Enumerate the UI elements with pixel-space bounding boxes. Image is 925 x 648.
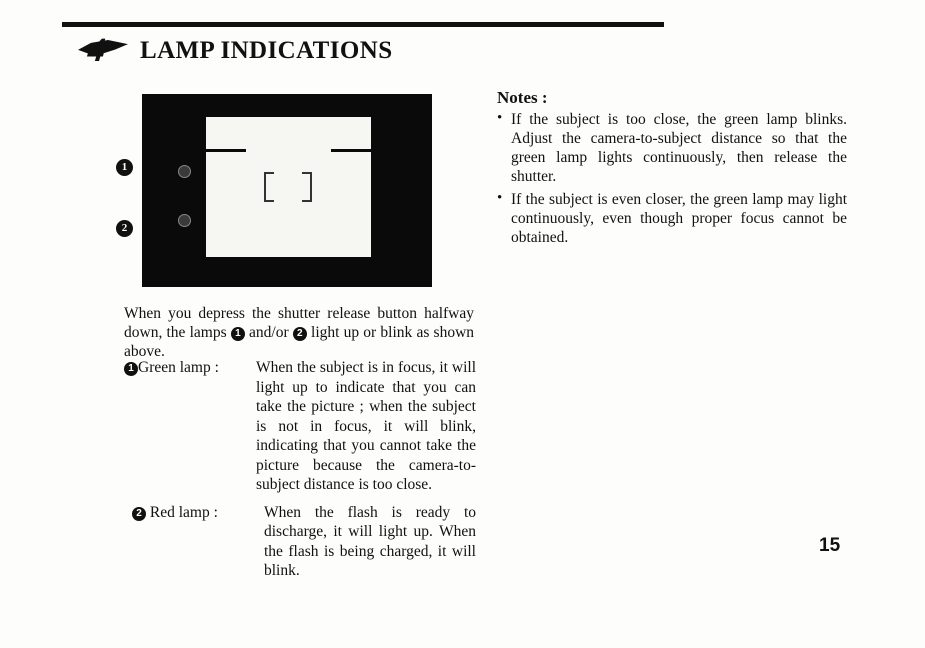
viewfinder-notch-left bbox=[206, 149, 246, 152]
definition-term bbox=[124, 358, 256, 495]
definition-row bbox=[124, 358, 476, 495]
notes-section bbox=[497, 88, 847, 251]
inline-number-2: 2 bbox=[132, 507, 146, 521]
viewfinder-figure bbox=[142, 94, 432, 287]
intro-text-before: When you depress the shutter release button halfway down, the lamps bbox=[124, 305, 474, 341]
page-number: 15 bbox=[819, 535, 841, 556]
inline-number-1: 1 bbox=[124, 362, 138, 376]
notes-list bbox=[497, 110, 847, 247]
inline-number-2: 2 bbox=[293, 327, 307, 341]
notes-title: Notes : bbox=[497, 88, 548, 107]
intro-text-mid: and/or bbox=[249, 324, 289, 341]
focus-bracket-icon bbox=[264, 172, 312, 202]
intro-paragraph bbox=[124, 304, 474, 361]
definition-term-label: Red lamp : bbox=[149, 503, 218, 521]
section-number-mark bbox=[78, 34, 134, 68]
section-heading bbox=[78, 34, 393, 68]
section-number: 4 bbox=[86, 32, 107, 69]
intro-text-after: light up or blink as shown above. bbox=[124, 324, 475, 360]
lamp-definitions bbox=[124, 358, 476, 589]
note-item: • If the subject is too close, the green lamp blinks. Adjust the camera-to-subject distance so that the green lamp lights continuously, then release the shutter. bbox=[497, 110, 847, 186]
definition-description: When the flash is ready to discharge, it will light up. When the flash is being charged, it will blink. bbox=[264, 503, 476, 579]
page-title: LAMP INDICATIONS bbox=[140, 37, 393, 64]
definition-term-label: Green lamp : bbox=[138, 359, 219, 376]
definition-description: When the subject is in focus, it will light up to indicate that you can take the picture ; when the subject is not in focus, it will blink, indicating that you cannot take the picture because the camera-to-subject distance is too close. bbox=[256, 359, 476, 493]
note-item: • If the subject is even closer, the green lamp may light continuously, even though proper focus cannot be obtained. bbox=[497, 190, 847, 247]
callout-marker-2: 2 bbox=[116, 220, 133, 237]
callout-marker-1: 1 bbox=[116, 159, 133, 176]
green-lamp-icon bbox=[178, 165, 191, 178]
inline-number-1: 1 bbox=[231, 327, 245, 341]
viewfinder-notch-right bbox=[331, 149, 371, 152]
definition-row bbox=[124, 503, 476, 581]
header-rule bbox=[62, 22, 664, 27]
definition-term bbox=[124, 503, 264, 581]
red-lamp-icon bbox=[178, 214, 191, 227]
